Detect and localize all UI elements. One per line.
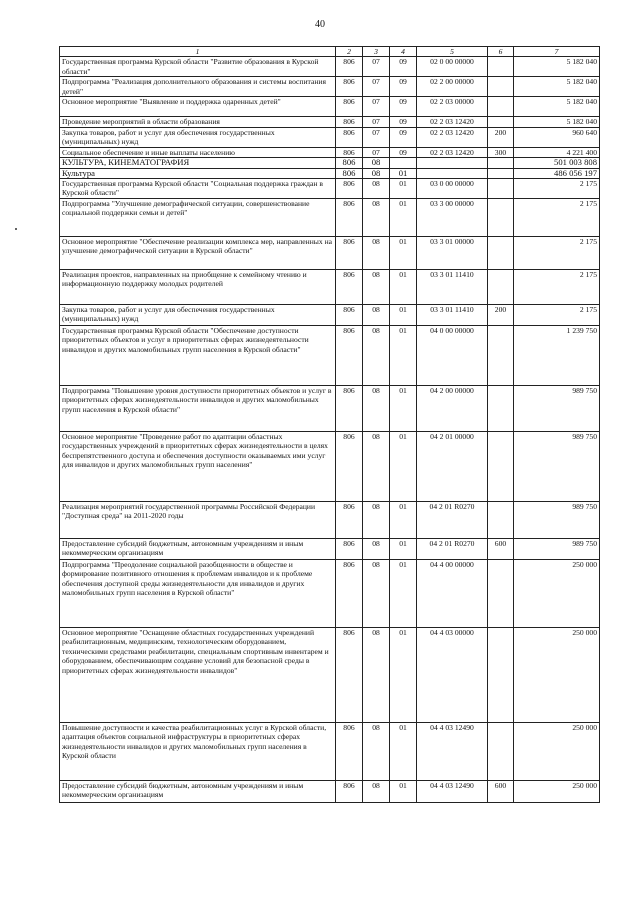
target-article: 04 2 01 R0270 bbox=[417, 502, 488, 539]
amount: 250 000 bbox=[514, 781, 600, 803]
amount: 989 750 bbox=[514, 386, 600, 432]
section-code: 08 bbox=[363, 270, 390, 305]
expense-type bbox=[488, 270, 514, 305]
row-name: Государственная программа Курской области "Социальная поддержка граждан в Курской области" bbox=[60, 179, 336, 199]
target-article: 02 2 00 00000 bbox=[417, 77, 488, 97]
section-code: 07 bbox=[363, 57, 390, 77]
ministry-code: 806 bbox=[336, 386, 363, 432]
subsection-code: 01 bbox=[390, 326, 417, 386]
section-code: 08 bbox=[363, 781, 390, 803]
ministry-code: 806 bbox=[336, 168, 363, 178]
row-name: Реализация проектов, направленных на приобщение к семейному чтению и информационную поддержку молодых родителей bbox=[60, 270, 336, 305]
table-row bbox=[60, 117, 600, 127]
table-row bbox=[60, 326, 600, 386]
amount: 5 182 040 bbox=[514, 117, 600, 127]
subsection-code: 01 bbox=[390, 386, 417, 432]
row-name: Реализация мероприятий государственной программы Российской Федерации "Доступная среда" на 2011-2020 годы bbox=[60, 502, 336, 539]
amount: 486 056 197 bbox=[514, 168, 600, 178]
row-name: Подпрограмма "Преодоление социальной разобщенности в обществе и формирование позитивного отношения к проблемам инвалидов и к проблеме обеспечения доступной среды жизнедеятельности для инвалидов и других маломобильных групп населения в Курской области" bbox=[60, 560, 336, 628]
target-article: 03 3 00 00000 bbox=[417, 199, 488, 237]
amount: 989 750 bbox=[514, 502, 600, 539]
subsection-code: 01 bbox=[390, 781, 417, 803]
section-code: 08 bbox=[363, 560, 390, 628]
ministry-code: 806 bbox=[336, 432, 363, 502]
amount: 2 175 bbox=[514, 179, 600, 199]
amount: 5 182 040 bbox=[514, 97, 600, 117]
amount: 2 175 bbox=[514, 199, 600, 237]
subsection-code bbox=[390, 158, 417, 168]
section-code: 07 bbox=[363, 97, 390, 117]
subsection-code: 01 bbox=[390, 539, 417, 560]
ministry-code: 806 bbox=[336, 326, 363, 386]
row-name: Основное мероприятие "Оснащение областных государственных учреждений реабилитационным, медицинским, технологическим оборудованием, техническими средствами реабилитации, специальным спортивным инвентарем и оборудованием, обеспечивающим создание условий для безопасной среды в приоритетных сферах жизнедеятельности инвалидов" bbox=[60, 628, 336, 723]
row-name: КУЛЬТУРА, КИНЕМАТОГРАФИЯ bbox=[60, 158, 336, 168]
subsection-code: 01 bbox=[390, 179, 417, 199]
target-article: 02 2 03 12420 bbox=[417, 127, 488, 147]
table-row bbox=[60, 781, 600, 803]
subsection-code: 01 bbox=[390, 502, 417, 539]
subsection-code: 01 bbox=[390, 270, 417, 305]
table-row bbox=[60, 432, 600, 502]
amount: 989 750 bbox=[514, 539, 600, 560]
section-code: 08 bbox=[363, 539, 390, 560]
expense-type bbox=[488, 57, 514, 77]
ministry-code: 806 bbox=[336, 147, 363, 157]
amount: 250 000 bbox=[514, 723, 600, 781]
target-article: 03 3 01 00000 bbox=[417, 237, 488, 270]
expense-type bbox=[488, 77, 514, 97]
row-name: Закупка товаров, работ и услуг для обеспечения государственных (муниципальных) нужд bbox=[60, 305, 336, 326]
expense-type bbox=[488, 168, 514, 178]
expense-type bbox=[488, 158, 514, 168]
section-code: 08 bbox=[363, 386, 390, 432]
section-code: 08 bbox=[363, 199, 390, 237]
ministry-code: 806 bbox=[336, 305, 363, 326]
ministry-code: 806 bbox=[336, 127, 363, 147]
section-code: 07 bbox=[363, 147, 390, 157]
table-row bbox=[60, 386, 600, 432]
table-row bbox=[60, 158, 600, 168]
expense-type bbox=[488, 199, 514, 237]
expense-type: 600 bbox=[488, 781, 514, 803]
row-name: Основное мероприятие "Обеспечение реализации комплекса мер, направленных на улучшение демографической ситуации в Курской области" bbox=[60, 237, 336, 270]
section-code: 08 bbox=[363, 158, 390, 168]
subsection-code: 01 bbox=[390, 628, 417, 723]
row-name: Подпрограмма "Реализация дополнительного образования и системы воспитания детей" bbox=[60, 77, 336, 97]
expense-type: 600 bbox=[488, 539, 514, 560]
ministry-code: 806 bbox=[336, 57, 363, 77]
table-row bbox=[60, 97, 600, 117]
section-code: 08 bbox=[363, 502, 390, 539]
section-code: 08 bbox=[363, 432, 390, 502]
expense-type: 300 bbox=[488, 147, 514, 157]
target-article: 04 0 00 00000 bbox=[417, 326, 488, 386]
table-row bbox=[60, 628, 600, 723]
expense-type bbox=[488, 386, 514, 432]
expense-type: 200 bbox=[488, 127, 514, 147]
scan-speck bbox=[15, 228, 17, 230]
ministry-code: 806 bbox=[336, 560, 363, 628]
expense-type bbox=[488, 560, 514, 628]
subsection-code: 01 bbox=[390, 560, 417, 628]
row-name: Государственная программа Курской области "Развитие образования в Курской области" bbox=[60, 57, 336, 77]
row-name: Подпрограмма "Повышение уровня доступности приоритетных объектов и услуг в приоритетных сферах жизнедеятельности инвалидов и других маломобильных групп населения в Курской области" bbox=[60, 386, 336, 432]
ministry-code: 806 bbox=[336, 628, 363, 723]
subsection-code: 01 bbox=[390, 432, 417, 502]
subsection-code: 09 bbox=[390, 97, 417, 117]
expense-type bbox=[488, 97, 514, 117]
column-header: 5 bbox=[417, 47, 488, 57]
row-name: Предоставление субсидий бюджетным, автономным учреждениям и иным некоммерческим организациям bbox=[60, 781, 336, 803]
row-name: Основное мероприятие "Выявление и поддержка одаренных детей" bbox=[60, 97, 336, 117]
expense-type bbox=[488, 502, 514, 539]
row-name: Проведение мероприятий в области образования bbox=[60, 117, 336, 127]
table-row bbox=[60, 179, 600, 199]
ministry-code: 806 bbox=[336, 199, 363, 237]
row-name: Закупка товаров, работ и услуг для обеспечения государственных (муниципальных) нужд bbox=[60, 127, 336, 147]
column-header: 2 bbox=[336, 47, 363, 57]
amount: 960 640 bbox=[514, 127, 600, 147]
target-article: 04 2 01 00000 bbox=[417, 432, 488, 502]
header-row bbox=[60, 47, 600, 57]
target-article: 03 3 01 11410 bbox=[417, 305, 488, 326]
page-number: 40 bbox=[315, 19, 325, 30]
subsection-code: 01 bbox=[390, 168, 417, 178]
subsection-code: 01 bbox=[390, 237, 417, 270]
subsection-code: 01 bbox=[390, 723, 417, 781]
section-code: 07 bbox=[363, 117, 390, 127]
subsection-code: 09 bbox=[390, 127, 417, 147]
target-article: 04 2 00 00000 bbox=[417, 386, 488, 432]
subsection-code: 09 bbox=[390, 77, 417, 97]
section-code: 08 bbox=[363, 305, 390, 326]
row-name: Подпрограмма "Улучшение демографической ситуации, совершенствование социальной поддержки семьи и детей" bbox=[60, 199, 336, 237]
section-code: 08 bbox=[363, 237, 390, 270]
ministry-code: 806 bbox=[336, 237, 363, 270]
subsection-code: 09 bbox=[390, 117, 417, 127]
target-article: 02 0 00 00000 bbox=[417, 57, 488, 77]
ministry-code: 806 bbox=[336, 539, 363, 560]
subsection-code: 01 bbox=[390, 199, 417, 237]
amount: 250 000 bbox=[514, 560, 600, 628]
budget-table bbox=[59, 46, 600, 803]
table-row bbox=[60, 237, 600, 270]
row-name: Основное мероприятие "Проведение работ по адаптации областных государственных учреждений в приоритетных сферах жизнедеятельности в целях беспрепятственного доступа и обеспечения доступности оказываемых ими услуг для инвалидов и других маломобильных групп населения" bbox=[60, 432, 336, 502]
table-row bbox=[60, 270, 600, 305]
row-name: Предоставление субсидий бюджетным, автономным учреждениям и иным некоммерческим организациям bbox=[60, 539, 336, 560]
expense-type bbox=[488, 117, 514, 127]
row-name: Социальное обеспечение и иные выплаты населению bbox=[60, 147, 336, 157]
amount: 1 239 750 bbox=[514, 326, 600, 386]
column-header: 6 bbox=[488, 47, 514, 57]
expense-type bbox=[488, 179, 514, 199]
table-row bbox=[60, 723, 600, 781]
table-row bbox=[60, 57, 600, 77]
target-article: 04 4 03 12490 bbox=[417, 723, 488, 781]
target-article: 04 4 03 12490 bbox=[417, 781, 488, 803]
amount: 2 175 bbox=[514, 305, 600, 326]
ministry-code: 806 bbox=[336, 158, 363, 168]
expense-type bbox=[488, 723, 514, 781]
ministry-code: 806 bbox=[336, 270, 363, 305]
table-row bbox=[60, 305, 600, 326]
ministry-code: 806 bbox=[336, 179, 363, 199]
ministry-code: 806 bbox=[336, 723, 363, 781]
section-code: 07 bbox=[363, 127, 390, 147]
ministry-code: 806 bbox=[336, 781, 363, 803]
amount: 5 182 040 bbox=[514, 77, 600, 97]
amount: 2 175 bbox=[514, 270, 600, 305]
ministry-code: 806 bbox=[336, 502, 363, 539]
target-article: 03 0 00 00000 bbox=[417, 179, 488, 199]
table-row bbox=[60, 502, 600, 539]
target-article: 02 2 03 12420 bbox=[417, 117, 488, 127]
target-article bbox=[417, 168, 488, 178]
section-code: 07 bbox=[363, 77, 390, 97]
row-name: Повышение доступности и качества реабилитационных услуг в Курской области, адаптация объектов социальной инфраструктуры в приоритетных сферах жизнедеятельности инвалидов и других маломобильных групп населения в Курской области bbox=[60, 723, 336, 781]
expense-type bbox=[488, 326, 514, 386]
target-article: 04 4 03 00000 bbox=[417, 628, 488, 723]
table-row bbox=[60, 77, 600, 97]
target-article: 02 2 03 12420 bbox=[417, 147, 488, 157]
section-code: 08 bbox=[363, 723, 390, 781]
target-article: 02 2 03 00000 bbox=[417, 97, 488, 117]
amount: 501 003 808 bbox=[514, 158, 600, 168]
target-article bbox=[417, 158, 488, 168]
target-article: 04 2 01 R0270 bbox=[417, 539, 488, 560]
row-name: Государственная программа Курской области "Обеспечение доступности приоритетных объектов и услуг в приоритетных сферах жизнедеятельности инвалидов и других маломобильных групп населения в Курской области" bbox=[60, 326, 336, 386]
table-row bbox=[60, 127, 600, 147]
table-body bbox=[60, 57, 600, 803]
expense-type: 200 bbox=[488, 305, 514, 326]
table-row bbox=[60, 147, 600, 157]
amount: 250 000 bbox=[514, 628, 600, 723]
section-code: 08 bbox=[363, 179, 390, 199]
amount: 989 750 bbox=[514, 432, 600, 502]
section-code: 08 bbox=[363, 168, 390, 178]
expense-type bbox=[488, 628, 514, 723]
ministry-code: 806 bbox=[336, 117, 363, 127]
ministry-code: 806 bbox=[336, 77, 363, 97]
column-header: 4 bbox=[390, 47, 417, 57]
column-header: 7 bbox=[514, 47, 600, 57]
section-code: 08 bbox=[363, 628, 390, 723]
table-row bbox=[60, 199, 600, 237]
target-article: 04 4 00 00000 bbox=[417, 560, 488, 628]
table-row bbox=[60, 539, 600, 560]
expense-type bbox=[488, 237, 514, 270]
row-name: Культура bbox=[60, 168, 336, 178]
ministry-code: 806 bbox=[336, 97, 363, 117]
target-article: 03 3 01 11410 bbox=[417, 270, 488, 305]
section-code: 08 bbox=[363, 326, 390, 386]
subsection-code: 09 bbox=[390, 57, 417, 77]
amount: 4 221 400 bbox=[514, 147, 600, 157]
expense-type bbox=[488, 432, 514, 502]
amount: 2 175 bbox=[514, 237, 600, 270]
column-header: 3 bbox=[363, 47, 390, 57]
column-header: 1 bbox=[60, 47, 336, 57]
subsection-code: 01 bbox=[390, 305, 417, 326]
amount: 5 182 040 bbox=[514, 57, 600, 77]
subsection-code: 09 bbox=[390, 147, 417, 157]
table-row bbox=[60, 560, 600, 628]
table-row bbox=[60, 168, 600, 178]
